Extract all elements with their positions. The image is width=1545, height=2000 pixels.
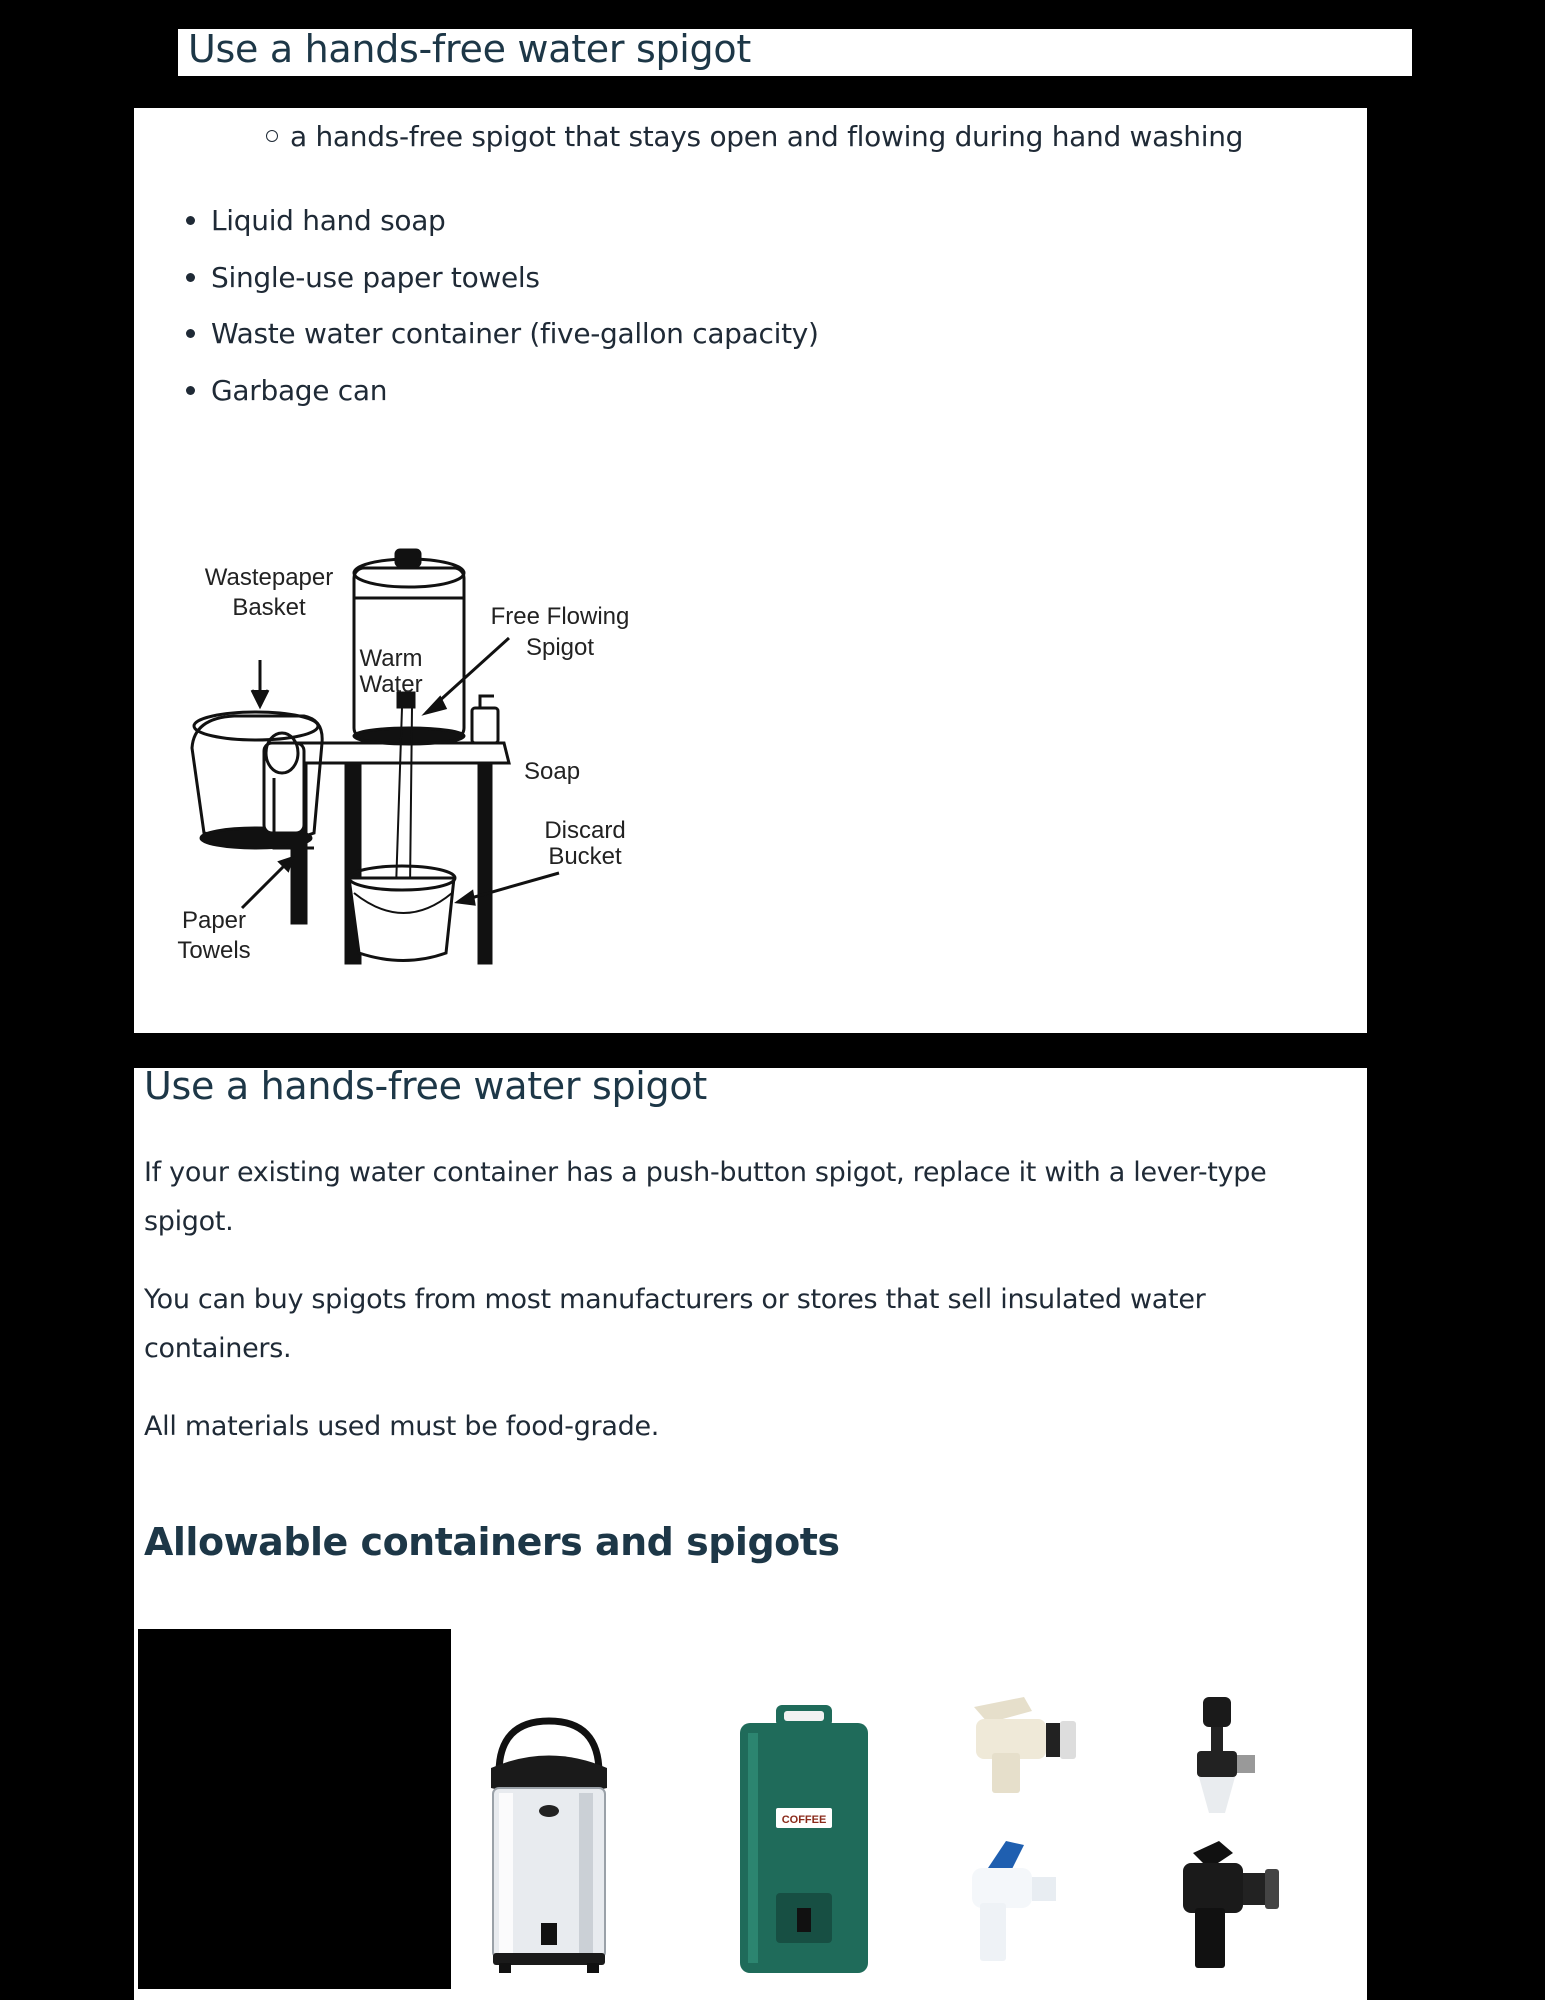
- label-wastepaper-line1: Wastepaper: [204, 564, 334, 591]
- svg-text:WarmWater: [359, 645, 422, 698]
- section-heading: Use a hands-free water spigot: [144, 1064, 707, 1108]
- sub-bullet-item: [266, 120, 1243, 153]
- list-item: [180, 261, 819, 318]
- bullet-icon: [186, 386, 195, 395]
- svg-text:PaperTowels: [177, 907, 250, 964]
- spigot-section-panel: [134, 1064, 1367, 2000]
- paragraph: If your existing water container has a push-button spigot, replace it with a lever-type spigot.: [144, 1157, 1267, 1237]
- list-item: [180, 204, 819, 261]
- label-discard-line1: Discard: [544, 817, 626, 844]
- top-heading-box: [178, 29, 1412, 76]
- list-item-text: Waste water container (five-gallon capacity): [211, 317, 819, 350]
- page-title: Use a hands-free water spigot: [188, 27, 751, 71]
- label-discard-line2: Bucket: [548, 843, 622, 870]
- sub-bullet-text: a hands-free spigot that stays open and flowing during hand washing: [290, 120, 1244, 153]
- cream-spigot: [974, 1697, 1076, 1793]
- svg-text:WastepaperBasket: [205, 564, 334, 621]
- label-warm-line2: Water: [359, 671, 423, 698]
- bullet-icon: [186, 273, 195, 282]
- list-item: [180, 317, 819, 374]
- requirements-panel: [134, 108, 1367, 1033]
- handwashing-station-diagram: [164, 548, 684, 1008]
- blank-image: [138, 1629, 451, 1989]
- section-subheading: Allowable containers and spigots: [144, 1520, 840, 1564]
- svg-text:Free FlowingSpigot: [491, 603, 630, 661]
- list-item: [180, 374, 819, 431]
- list-item-text: Single-use paper towels: [211, 260, 540, 294]
- circle-bullet-icon: [266, 130, 278, 142]
- blue-white-spigot: [972, 1841, 1056, 1961]
- paragraph: You can buy spigots from most manufacturers or stores that sell insulated water containers.: [144, 1284, 1206, 1364]
- black-spigot: [1183, 1841, 1279, 1968]
- svg-text:DiscardBucket: [544, 817, 625, 870]
- black-white-spigot: [1197, 1697, 1255, 1813]
- stainless-container-image: [479, 1713, 619, 1978]
- supplies-list: [180, 204, 819, 430]
- list-item-text: Liquid hand soap: [211, 204, 446, 237]
- label-wastepaper-line2: Basket: [232, 594, 306, 621]
- label-towels-line1: Paper: [181, 907, 247, 934]
- spigot-images-column-1: [954, 1693, 1104, 1983]
- paragraph: All materials used must be food-grade.: [144, 1411, 660, 1442]
- spigot-images-column-2: [1169, 1693, 1299, 1983]
- label-warm-line1: Warm: [359, 645, 423, 672]
- label-spigot-line1: Free Flowing: [490, 603, 630, 630]
- label-soap: Soap: [524, 758, 581, 785]
- list-item-text: Garbage can: [211, 373, 388, 407]
- label-spigot-line2: Spigot: [525, 634, 595, 661]
- green-container-image: [734, 1703, 874, 1978]
- coffee-label: COFFEE: [781, 1814, 827, 1826]
- label-towels-line2: Towels: [177, 937, 251, 964]
- bullet-icon: [186, 329, 195, 338]
- bullet-icon: [186, 216, 195, 225]
